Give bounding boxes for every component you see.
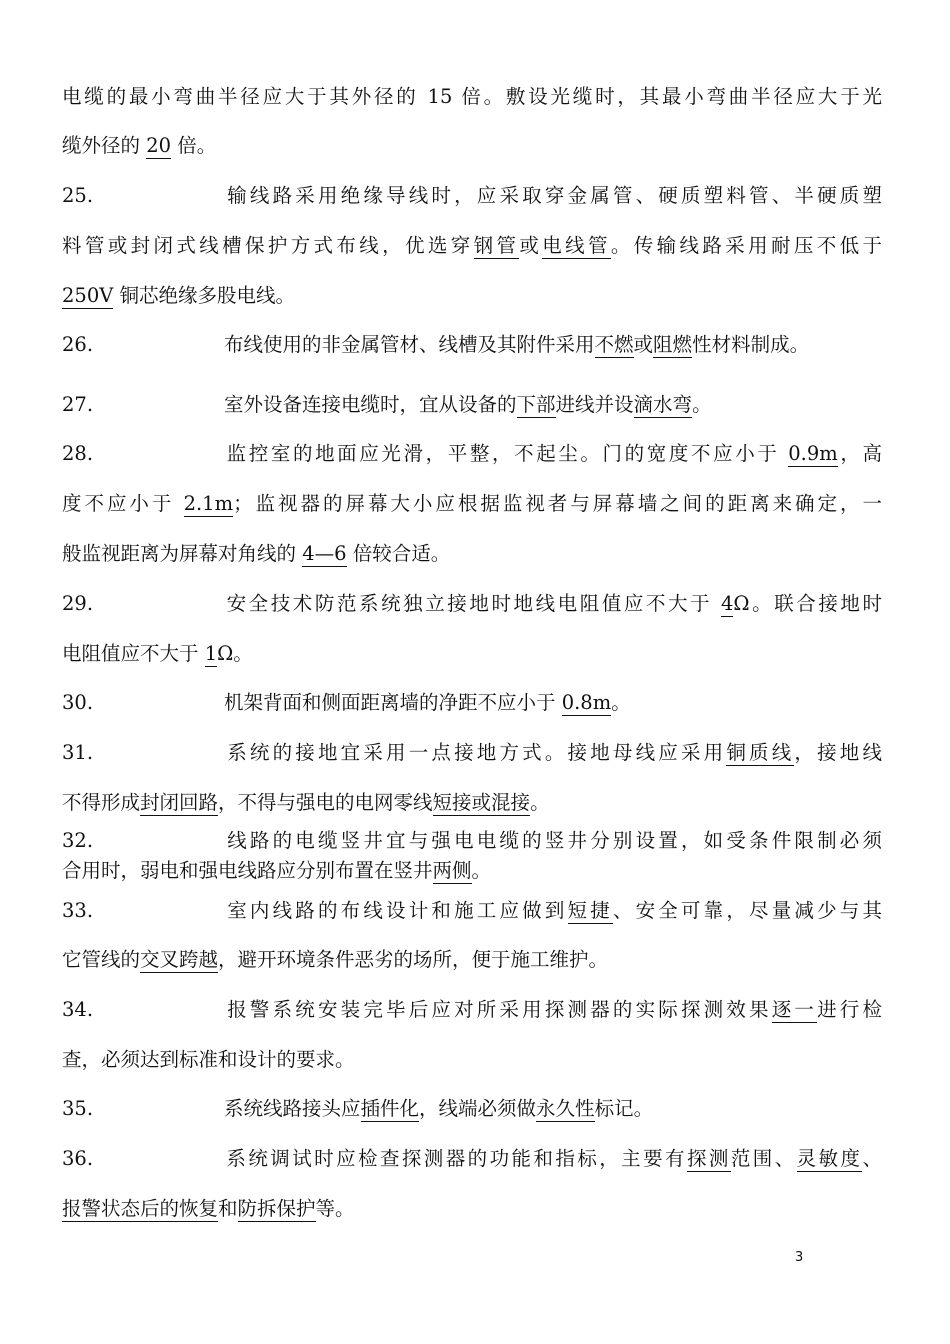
answer-blank: 钢管 (473, 234, 520, 257)
text-segment: 。 (611, 691, 631, 714)
answer-blank: 下部 (516, 393, 556, 416)
item-number: 33. (62, 899, 94, 922)
text-segment: ，不得与强电的电网零线 (218, 791, 433, 814)
answer-blank: 报警状态后的恢复 (62, 1197, 219, 1220)
text-line (62, 283, 882, 309)
text-segment: 报警系统安装完毕后应对所采用探测器的实际探测效果 (224, 998, 772, 1021)
item-number: 35. (62, 1097, 94, 1120)
answer-blank: 20 (146, 134, 172, 157)
text-segment: 。 (471, 859, 492, 882)
item-number: 34. (62, 998, 94, 1021)
text-line (62, 1146, 882, 1172)
item-number: 31. (62, 741, 94, 764)
text-segment: 或 (519, 234, 543, 257)
text-segment: 进行检 (817, 998, 882, 1021)
text-line (62, 84, 882, 110)
text-segment: 它管线的 (62, 948, 141, 971)
text-segment: 倍较合适。 (346, 542, 451, 565)
text-line (62, 858, 882, 884)
text-line (62, 541, 882, 567)
text-segment: 安全技术防范系统独立接地时地线电阻值应不大于 (224, 592, 721, 615)
text-line (62, 997, 882, 1023)
text-segment: 电阻值应不大于 (62, 642, 205, 665)
text-line (62, 898, 882, 924)
text-line (62, 591, 882, 617)
text-segment: 合用时，弱电和强电线路应分别布置在竖井 (62, 859, 433, 882)
text-line (62, 133, 882, 159)
answer-blank: 4 (720, 592, 734, 615)
text-segment: ，线端必须做 (419, 1097, 537, 1120)
text-line (62, 641, 882, 667)
text-segment: 进线并设 (555, 393, 634, 416)
text-line (62, 233, 882, 259)
text-segment: 铜芯绝缘多股电线。 (113, 284, 296, 307)
text-line (62, 1196, 882, 1222)
text-segment: 布线使用的非金属管材、线槽及其附件采用 (224, 333, 595, 356)
text-segment: 电缆的最小弯曲半径应大于其外径的 15 倍。敷设光缆时，其最小弯曲半径应大于光 (62, 85, 882, 108)
item-number: 36. (62, 1147, 94, 1170)
text-segment: 倍。 (171, 134, 217, 157)
text-segment: 监控室的地面应光滑，平整，不起尘。门的宽度不应小于 (224, 442, 789, 465)
text-line (62, 392, 882, 418)
answer-blank: 灵敏度 (796, 1147, 863, 1170)
text-segment: 系统调试时应检查探测器的功能和指标，主要有 (224, 1147, 687, 1170)
text-line (62, 828, 882, 854)
text-segment: 标记。 (594, 1097, 654, 1120)
answer-blank: 滴水弯 (633, 393, 693, 416)
text-segment: 不得形成 (62, 791, 141, 814)
answer-blank: 0.9m (788, 442, 838, 465)
text-segment: Ω。联合接地时 (733, 592, 882, 615)
text-segment: 系统的接地宜采用一点接地方式。接地母线应采用 (224, 741, 727, 764)
text-segment: 输线路采用绝缘导线时，应采取穿金属管、硬质塑料管、半硬质塑 (224, 184, 882, 207)
item-number: 25. (62, 184, 94, 207)
answer-blank: 1 (204, 642, 218, 665)
answer-blank: 4—6 (302, 542, 347, 565)
text-segment: 。 (692, 393, 712, 416)
text-line (62, 1096, 882, 1122)
text-segment: 查，必须达到标准和设计的要求。 (62, 1048, 355, 1071)
answer-blank: 不燃 (594, 333, 634, 356)
text-segment: 系统线路接头应 (224, 1097, 361, 1120)
answer-blank: 封闭回路 (140, 791, 219, 814)
text-segment: 、 (862, 1147, 882, 1170)
page-number: 3 (795, 1250, 804, 1265)
text-segment: 。 (530, 791, 550, 814)
answer-blank: 短捷 (567, 899, 613, 922)
answer-blank: 短接或混接 (432, 791, 531, 814)
text-line (62, 183, 882, 209)
answer-blank: 阻燃 (653, 333, 693, 356)
text-line (62, 1047, 882, 1073)
text-segment: 机架背面和侧面距离墙的净距不应小于 (224, 691, 562, 714)
text-segment: Ω。 (217, 642, 253, 665)
answer-blank: 插件化 (360, 1097, 420, 1120)
text-segment: 范围、 (730, 1147, 797, 1170)
text-segment: 、安全可靠，尽量减少与其 (612, 899, 882, 922)
text-segment: ，避开环境条件恶劣的场所，便于施工维护。 (218, 948, 609, 971)
text-segment: 缆外径的 (62, 134, 147, 157)
text-segment: 度不应小于 (62, 492, 184, 515)
answer-blank: 电线管 (542, 234, 611, 257)
item-number: 26. (62, 333, 94, 356)
text-segment: 等。 (315, 1197, 355, 1220)
text-line (62, 332, 882, 358)
answer-blank: 逐一 (771, 998, 818, 1021)
answer-blank: 交叉跨越 (140, 948, 219, 971)
text-segment: 。传输线路采用耐压不低于 (610, 234, 882, 257)
text-segment: 线路的电缆竖井宜与强电电缆的竖井分别设置，如受条件限制必须 (224, 829, 882, 852)
item-number: 32. (62, 829, 94, 852)
text-line (62, 441, 882, 467)
text-segment: 室内线路的布线设计和施工应做到 (224, 899, 568, 922)
item-number: 28. (62, 442, 94, 465)
text-line (62, 740, 882, 766)
answer-blank: 250V (62, 284, 114, 307)
text-segment: 料管或封闭式线槽保护方式布线，优选穿 (62, 234, 474, 257)
text-segment: 室外设备连接电缆时，宜从设备的 (224, 393, 517, 416)
text-segment: 般监视距离为屏幕对角线的 (62, 542, 303, 565)
answer-blank: 防拆保护 (237, 1197, 316, 1220)
item-number: 27. (62, 393, 94, 416)
answer-blank: 探测 (686, 1147, 731, 1170)
answer-blank: 铜质线 (726, 741, 795, 764)
text-segment: 和 (218, 1197, 238, 1220)
answer-blank: 两侧 (432, 859, 472, 882)
text-segment: 或 (633, 333, 654, 356)
answer-blank: 2.1m (183, 492, 234, 515)
text-segment: ，接地线 (794, 741, 882, 764)
answer-blank: 0.8m (561, 691, 612, 714)
text-line (62, 790, 882, 816)
text-segment: ，高 (837, 442, 882, 465)
answer-blank: 永久性 (536, 1097, 595, 1120)
text-line (62, 690, 882, 716)
text-segment: ；监视器的屏幕大小应根据监视者与屏幕墙之间的距离来确定，一 (233, 492, 882, 515)
item-number: 29. (62, 592, 94, 615)
text-line (62, 947, 882, 973)
text-line (62, 491, 882, 517)
item-number: 30. (62, 691, 94, 714)
text-segment: 性材料制成。 (692, 333, 810, 356)
